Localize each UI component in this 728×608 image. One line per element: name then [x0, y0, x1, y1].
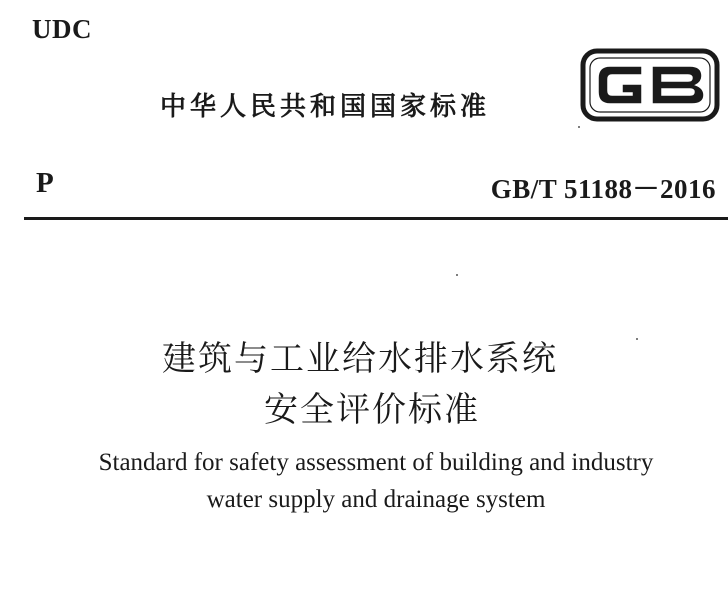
scan-speck	[578, 126, 580, 128]
scan-speck	[456, 274, 458, 276]
issuer-title: 中华人民共和国国家标准	[160, 92, 491, 122]
standard-number: GB/T 51188－2016	[490, 174, 716, 204]
udc-label: UDC	[32, 14, 92, 44]
title-english-line-2: water supply and drainage system	[206, 486, 546, 513]
scan-speck	[636, 338, 638, 340]
title-chinese-line-1: 建筑与工业给水排水系统	[162, 339, 558, 379]
title-english-line-1: Standard for safety assessment of building and industry	[98, 449, 654, 476]
gb-logo-icon	[580, 48, 720, 122]
category-label: P	[36, 167, 54, 199]
header-divider	[24, 217, 728, 220]
title-chinese-line-2: 安全评价标准	[264, 390, 480, 430]
